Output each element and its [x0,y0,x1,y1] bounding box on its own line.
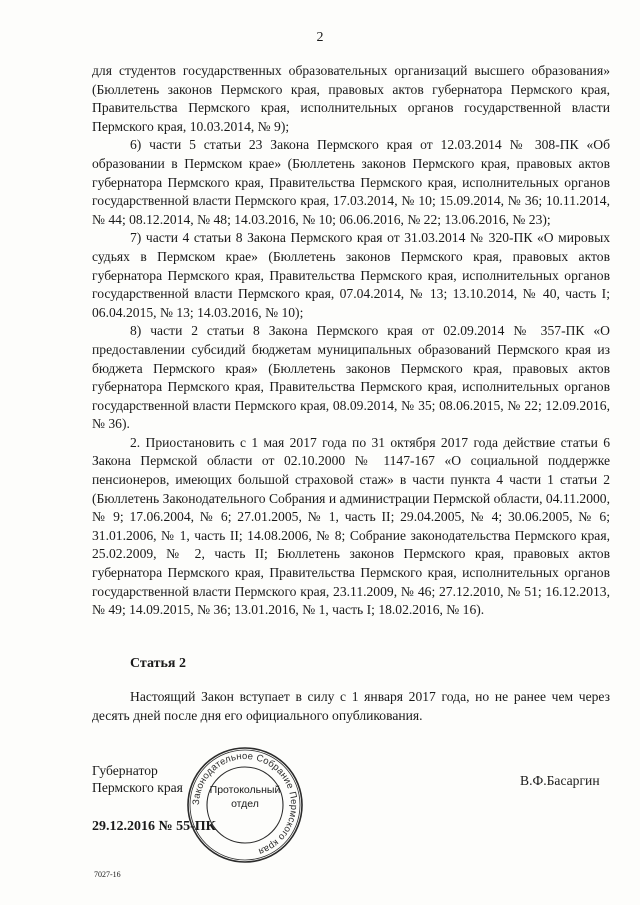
signer-title-line: Губернатор [92,763,158,778]
page-number: 2 [316,30,324,45]
paragraph: 2. Приостановить с 1 мая 2017 года по 31 октября 2017 года действие статьи 6 Закона Пермской области от 02.10.2000 № 1147-167 «О социальной поддержке пенсионеров, имеющих большой страховой стаж» в части пункта 4 части 1 статьи 2 (Бюллетень Законодательного Собрания и администрации Пермской области, 04.11.2000, № 9; 17.06.2004, № 6; 27.01.2005, № 1, часть II; 29.04.2005, № 4; 30.06.2005, № 6; 31.01.2006, № 1, часть II; 14.08.2006, № 8; Собрание законодательства Пермского края, 25.02.2009, № 2, часть II; Бюллетень законов Пермского края, правовых актов губернатора Пермского края, Правительства Пермского края, исполнительных органов государственной власти Пермского края, 23.11.2009, № 46; 27.12.2010, № 51; 16.12.2013, № 49; 14.09.2015, № 36; 13.01.2016, № 1, часть I; 18.02.2016, № 16). [92,434,610,618]
document-code: 7027-16 [94,870,121,879]
signer-title [92,762,183,796]
official-stamp [185,745,305,865]
paragraph: 6) части 5 статьи 23 Закона Пермского края от 12.03.2014 № 308-ПК «Об образовании в Пермском крае» (Бюллетень законов Пермского края, правовых актов губернатора Пермского края, Правительства Пермского края, исполнительных органов государственной власти Пермского края, 17.03.2014, № 10; 15.09.2014, № 36; 10.11.2014, № 44; 08.12.2014, № 48; 14.03.2016, № 10; 06.06.2016, № 22; 13.06.2016, № 23); [92,137,610,227]
paragraph: для студентов государственных образовательных организаций высшего образования» (Бюллетень законов Пермского края, правовых актов губернатора Пермского края, Правительства Пермского края, исполнительных органов государственной власти Пермского края, 10.03.2014, № 9); [92,63,610,134]
article-heading: Статья 2 [130,656,186,671]
document-body [92,62,610,620]
signing-date-number: 29.12.2016 № 55-ПК [92,819,216,834]
paragraph: 7) части 4 статьи 8 Закона Пермского края от 31.03.2014 № 320-ПК «О мировых судьях в Пермском крае» (Бюллетень законов Пермского края, правовых актов губернатора Пермского края, Правительства Пермского края, исполнительных органов государственной власти Пермского края, 07.04.2014, № 13; 13.10.2014, № 40, часть I; 06.04.2015, № 13; 14.03.2016, № 10); [92,230,610,320]
svg-text:Законодательное Собрание Пермс: Законодательное Собрание Пермского края [190,750,300,857]
signer-name: В.Ф.Басаргин [520,773,600,788]
final-paragraph: Настоящий Закон вступает в силу с 1 января 2017 года, но не ранее чем через десять дней после дня его официального опубликования. [92,689,610,723]
stamp-line: Протокольный [209,784,281,796]
stamp-center-text [207,783,283,811]
paragraph: 8) части 2 статьи 8 Закона Пермского края от 02.09.2014 № 357-ПК «О предоставлении субсидий бюджетам муниципальных образований Пермского края из бюджета Пермского края» (Бюллетень законов Пермского края, правовых актов губернатора Пермского края, Правительства Пермского края, исполнительных органов государственной власти Пермского края, 08.09.2014, № 35; 08.06.2015, № 22; 12.09.2016, № 36). [92,323,610,432]
stamp-line: отдел [231,798,259,810]
signer-title-line: Пермского края [92,780,183,795]
